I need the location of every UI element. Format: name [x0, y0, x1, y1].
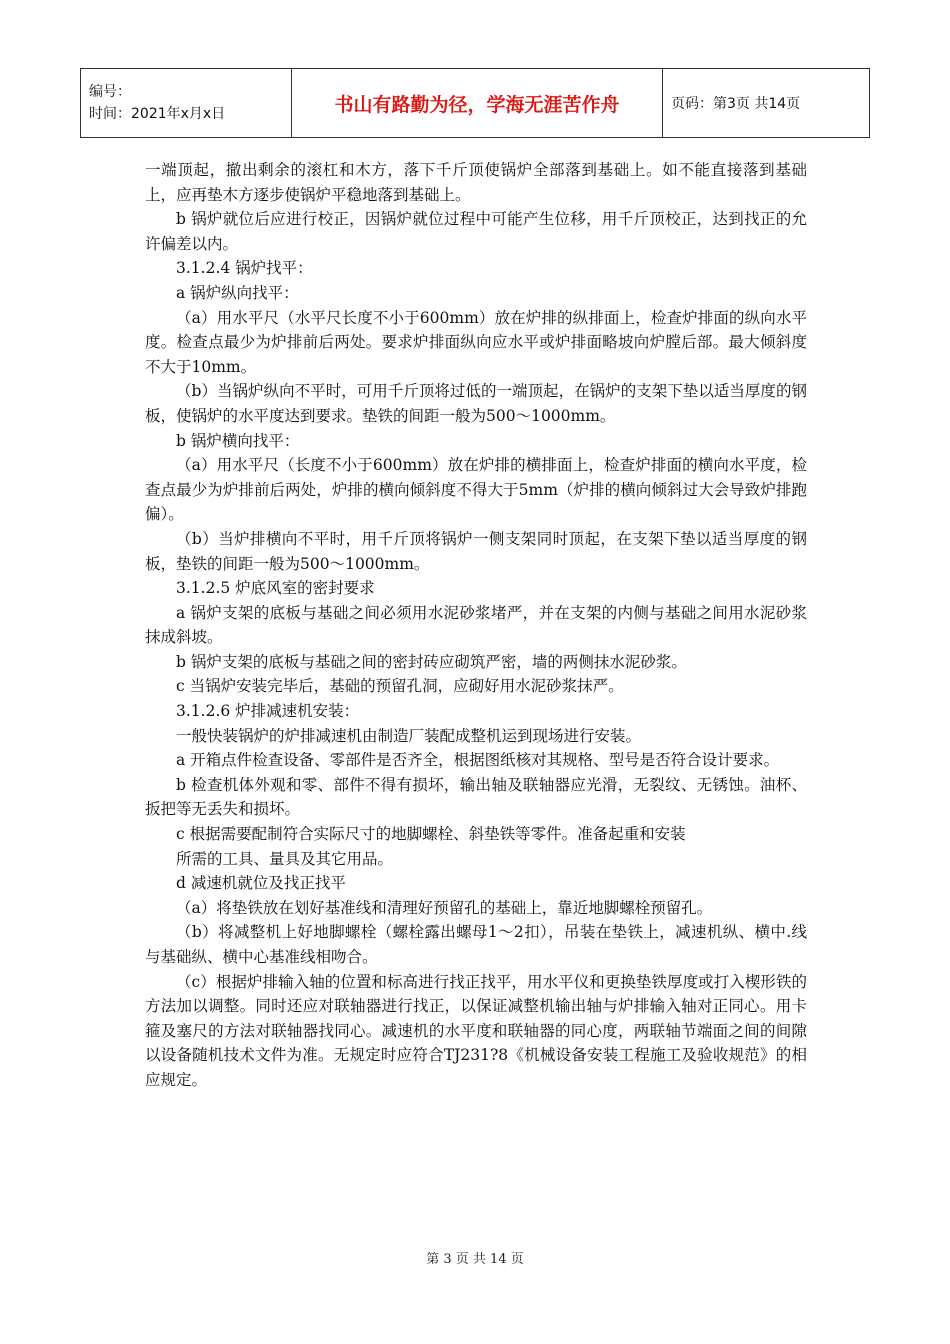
paragraph: a 开箱点件检查设备、零部件是否齐全，根据图纸核对其规格、型号是否符合设计要求。: [176, 751, 780, 770]
paragraph: （c）根据炉排输入轴的位置和标高进行找正找平，用水平仪和更换垫铁厚度或打入楔形铁的方法加以调整。同时还应对联轴器进行找正，以保证减整机输出轴与炉排输入轴对正同心。用卡箍及塞尺的方法对联轴器找同心。减速机的水平度和联轴器的同心度，两联轴节端面之间的间隙以设备随机技术文件为准。无规定时应符合TJ231?8《机械设备安装工程施工及验收规范》的相应规定。: [145, 972, 807, 1089]
paragraph: 一端顶起，撤出剩余的滚杠和木方，落下千斤顶使锅炉全部落到基础上。如不能直接落到基础上，应再垫木方逐步使锅炉平稳地落到基础上。: [145, 161, 807, 204]
section-heading: 3.1.2.6 炉排减速机安装：: [176, 702, 360, 721]
document-body: [145, 158, 807, 1093]
page-header: [80, 68, 870, 138]
paragraph: a 锅炉支架的底板与基础之间必须用水泥砂浆堵严，并在支架的内侧与基础之间用水泥砂浆抹成斜坡。: [145, 603, 807, 647]
paragraph: （a）将垫铁放在划好基准线和清理好预留孔的基础上，靠近地脚螺栓预留孔。: [176, 898, 713, 917]
paragraph: （a）用水平尺（水平尺长度不小于600mm）放在炉排的纵排面上，检查炉排面的纵向水平度。检查点最少为炉排前后两处。要求炉排面纵向应水平或炉排面略坡向炉膛后部。最大倾斜度不大于10mm。: [145, 308, 807, 376]
section-heading: 3.1.2.4 锅炉找平：: [176, 259, 313, 278]
section-heading: 3.1.2.5 炉底风室的密封要求: [176, 579, 375, 598]
header-motto: 书山有路勤为径，学海无涯苦作舟: [292, 69, 663, 138]
subsection-heading: a 锅炉纵向找平：: [176, 283, 299, 302]
paragraph: （b）当炉排横向不平时，用千斤顶将锅炉一侧支架同时顶起，在支架下垫以适当厚度的钢板，垫铁的间距一般为500～1000mm。: [145, 529, 807, 573]
paragraph: c 根据需要配制符合实际尺寸的地脚螺栓、斜垫铁等零件。准备起重和安装: [176, 825, 686, 844]
header-meta: [81, 69, 292, 138]
subsection-heading: b 锅炉横向找平：: [176, 431, 300, 450]
paragraph: 所需的工具、量具及其它用品。: [176, 849, 394, 868]
paragraph: b 锅炉就位后应进行校正，因锅炉就位过程中可能产生位移，用千斤顶校正，达到找正的允许偏差以内。: [145, 210, 807, 253]
header-page-label: 页码：第3页 共14页: [663, 69, 870, 138]
paragraph: c 当锅炉安装完毕后，基础的预留孔洞，应砌好用水泥砂浆抹严。: [176, 677, 624, 696]
paragraph: b 锅炉支架的底板与基础之间的密封砖应砌筑严密，墙的两侧抹水泥砂浆。: [176, 652, 687, 671]
paragraph: （b）当锅炉纵向不平时，可用千斤顶将过低的一端顶起，在锅炉的支架下垫以适当厚度的钢板，使锅炉的水平度达到要求。垫铁的间距一般为500～1000mm。: [145, 382, 807, 425]
paragraph: 一般快装锅炉的炉排减速机由制造厂装配成整机运到现场进行安装。: [176, 726, 642, 745]
page-footer: 第 3 页 共 14 页: [426, 1252, 524, 1267]
paragraph: （b）将减整机上好地脚螺栓（螺栓露出螺母1～2扣），吊装在垫铁上，减速机纵、横中.线与基础纵、横中心基准线相吻合。: [145, 923, 807, 966]
time-label: 时间：2021年x月x日: [89, 106, 226, 122]
paragraph: b 检查机体外观和零、部件不得有损坏，输出轴及联轴器应光滑，无裂纹、无锈蚀。油杯、扳把等无丢失和损坏。: [145, 775, 807, 819]
code-label: 编号：: [89, 84, 131, 100]
subsection-heading: d 减速机就位及找正找平: [176, 874, 346, 893]
paragraph: （a）用水平尺（长度不小于600mm）放在炉排的横排面上，检查炉排面的横向水平度，检查点最少为炉排前后两处，炉排的横向倾斜度不得大于5mm（炉排的横向倾斜过大会导致炉排跑偏）。: [145, 456, 807, 524]
